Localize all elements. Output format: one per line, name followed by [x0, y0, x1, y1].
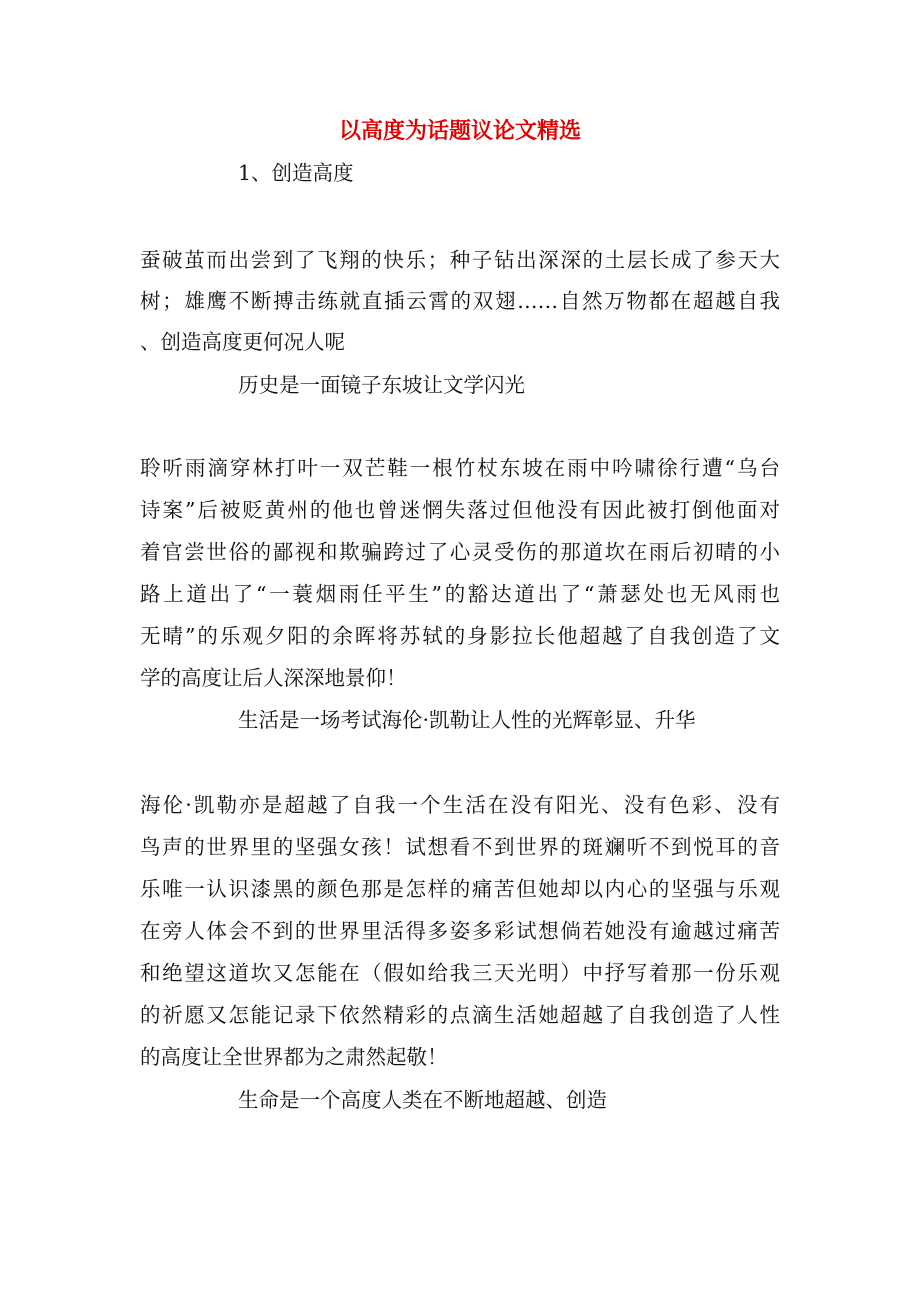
- document-title: 以高度为话题议论文精选: [338, 119, 581, 144]
- paragraph-line: 的高度让全世界都为之肃然起敬！: [140, 1045, 448, 1069]
- section-heading: 1、创造高度: [238, 161, 354, 185]
- paragraph-line: 学的高度让后人深深地景仰！: [140, 666, 407, 690]
- paragraph-line: 聆听雨滴穿林打叶一双芒鞋一根竹杖东坡在雨中吟啸徐行遭“乌台: [140, 456, 780, 480]
- subheading: 历史是一面镜子东坡让文学闪光: [238, 373, 525, 397]
- paragraph-line: 无晴”的乐观夕阳的余晖将苏轼的身影拉长他超越了自我创造了文: [140, 624, 780, 648]
- paragraph-line: 树；雄鹰不断搏击练就直插云霄的双翅……自然万物都在超越自我: [140, 289, 780, 313]
- paragraph-line: 乐唯一认识漆黑的颜色那是怎样的痛苦但她却以内心的坚强与乐观: [140, 877, 780, 901]
- paragraph-line: 、创造高度更何况人呢: [140, 330, 345, 354]
- paragraph-line: 在旁人体会不到的世界里活得多姿多彩试想倘若她没有逾越过痛苦: [140, 919, 780, 943]
- paragraph-line: 的祈愿又怎能记录下依然精彩的点滴生活她超越了自我创造了人性: [140, 1003, 780, 1027]
- paragraph-line: 路上道出了“一蓑烟雨任平生”的豁达道出了“萧瑟处也无风雨也: [140, 582, 780, 606]
- paragraph-line: 海伦·凯勒亦是超越了自我一个生活在没有阳光、没有色彩、没有: [140, 793, 780, 817]
- paragraph-line: 和绝望这道坎又怎能在（假如给我三天光明）中抒写着那一份乐观: [140, 961, 780, 985]
- subheading: 生活是一场考试海伦·凯勒让人性的光辉彰显、升华: [238, 708, 696, 732]
- paragraph-line: 鸟声的世界里的坚强女孩！试想看不到世界的斑斓听不到悦耳的音: [140, 835, 780, 859]
- paragraph-line: 蚕破茧而出尝到了飞翔的快乐；种子钻出深深的土层长成了参天大: [140, 248, 780, 272]
- paragraph-line: 着官尝世俗的鄙视和欺骗跨过了心灵受伤的那道坎在雨后初晴的小: [140, 540, 780, 564]
- subheading: 生命是一个高度人类在不断地超越、创造: [238, 1088, 607, 1112]
- paragraph-line: 诗案”后被贬黄州的他也曾迷惘失落过但他没有因此被打倒他面对: [140, 498, 780, 522]
